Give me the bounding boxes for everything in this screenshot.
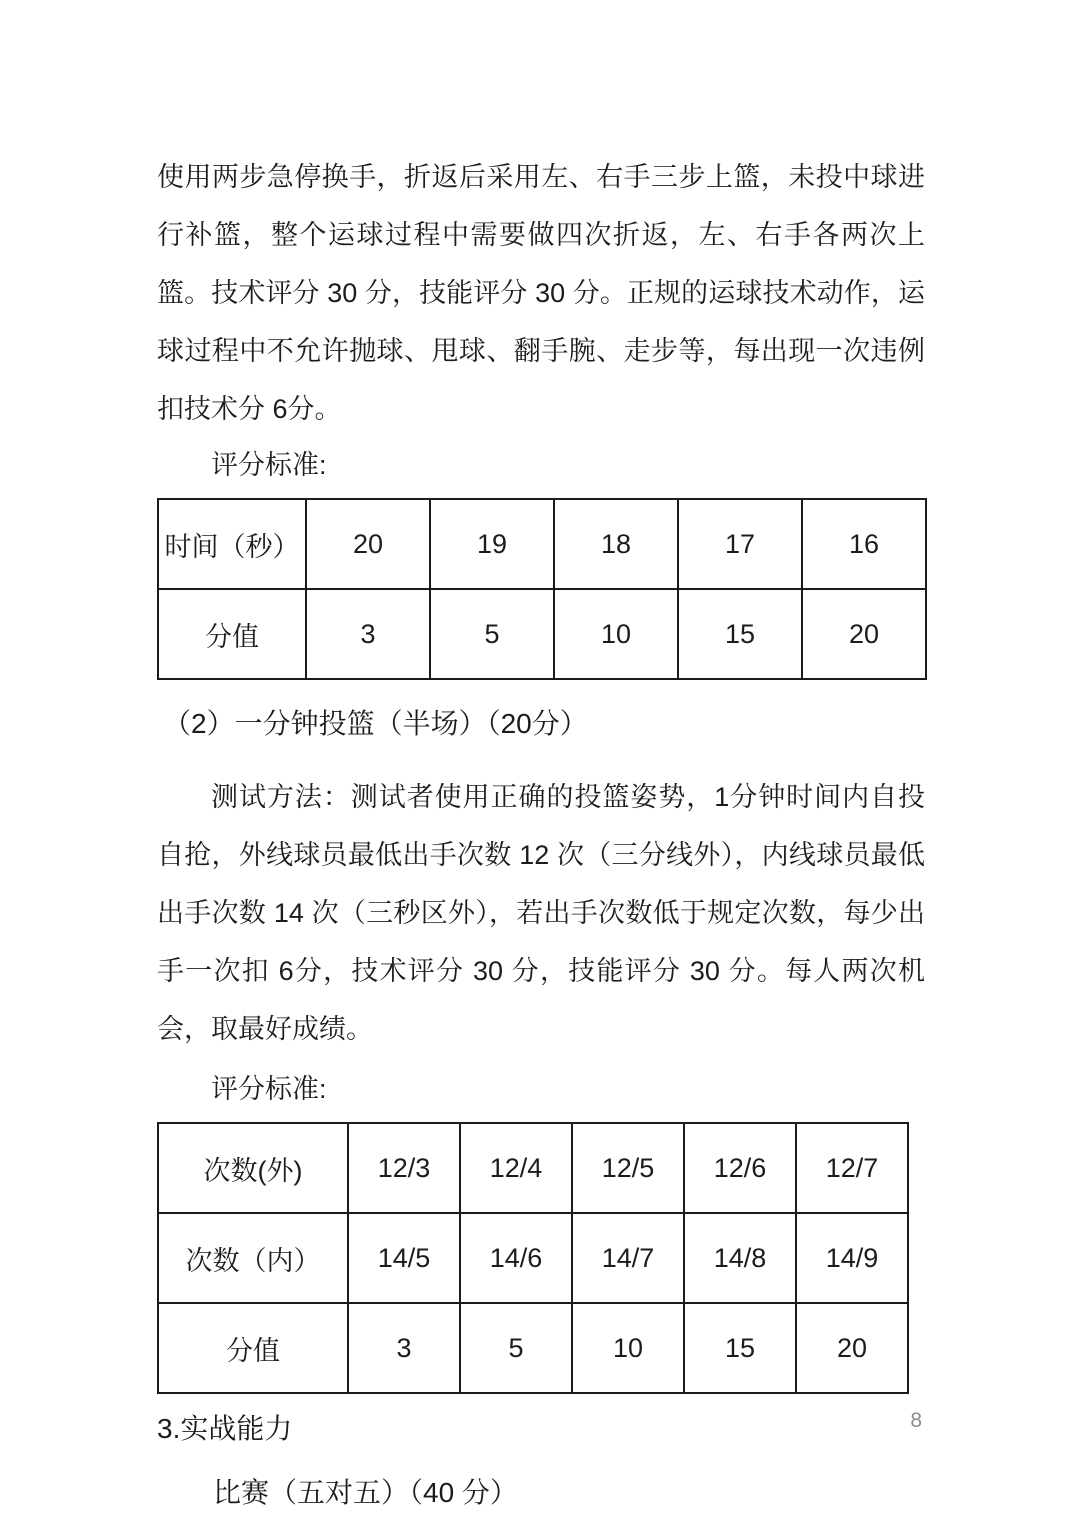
table-row bbox=[158, 1213, 908, 1303]
row-header-score: 分值 bbox=[158, 589, 306, 679]
row-header-score: 分值 bbox=[158, 1303, 348, 1393]
section3-item: 比赛（五对五）（40 分） bbox=[213, 1477, 518, 1508]
table-cell: 20 bbox=[802, 589, 926, 679]
table-cell: 12/4 bbox=[460, 1123, 572, 1213]
table-cell: 19 bbox=[430, 499, 554, 589]
table-cell: 12/6 bbox=[684, 1123, 796, 1213]
table-cell: 14/6 bbox=[460, 1213, 572, 1303]
row-header-attempts-outside: 次数(外) bbox=[158, 1123, 348, 1213]
table-cell: 3 bbox=[348, 1303, 460, 1393]
intro-paragraph: 使用两步急停换手，折返后采用左、右手三步上篮，未投中球进行补篮，整个运球过程中需要做四次折返，左、右手各两次上篮。技术评分 30 分，技能评分 30 分。正规的运球技术动作，运球过程中不允许抛球、甩球、翻手腕、走步等，每出现一次违例扣技术分 6分。 bbox=[157, 162, 925, 424]
table-cell: 16 bbox=[802, 499, 926, 589]
table-cell: 20 bbox=[796, 1303, 908, 1393]
scoring-standard-label-1: 评分标准: bbox=[211, 450, 327, 480]
table-cell: 20 bbox=[306, 499, 430, 589]
table-cell: 10 bbox=[572, 1303, 684, 1393]
table-cell: 5 bbox=[460, 1303, 572, 1393]
table-cell: 12/3 bbox=[348, 1123, 460, 1213]
table-cell: 14/9 bbox=[796, 1213, 908, 1303]
scoring-standard-label-2: 评分标准: bbox=[211, 1074, 327, 1104]
section2-method-paragraph: 测试方法：测试者使用正确的投篮姿势，1分钟时间内自投自抢，外线球员最低出手次数 12 次（三分线外），内线球员最低出手次数 14 次（三秒区外），若出手次数低于规定次数，每少出手一次扣 6分，技术评分 30 分，技能评分 30 分。每人两次机会，取最好成绩。 bbox=[157, 782, 925, 1044]
table-cell: 3 bbox=[306, 589, 430, 679]
row-header-time: 时间（秒） bbox=[158, 499, 306, 589]
table-cell: 14/8 bbox=[684, 1213, 796, 1303]
row-header-attempts-inside: 次数（内） bbox=[158, 1213, 348, 1303]
scoring-table-time bbox=[157, 498, 927, 680]
table-cell: 17 bbox=[678, 499, 802, 589]
table-cell: 18 bbox=[554, 499, 678, 589]
scoring-table-shots bbox=[157, 1122, 909, 1394]
page-number: 8 bbox=[910, 1409, 922, 1432]
section2-heading: （2）一分钟投篮（半场）（20分） bbox=[163, 708, 588, 739]
table-cell: 14/5 bbox=[348, 1213, 460, 1303]
table-row bbox=[158, 589, 926, 679]
table-cell: 10 bbox=[554, 589, 678, 679]
table-cell: 5 bbox=[430, 589, 554, 679]
table-cell: 12/7 bbox=[796, 1123, 908, 1213]
table-cell: 15 bbox=[678, 589, 802, 679]
table-cell: 15 bbox=[684, 1303, 796, 1393]
table-row bbox=[158, 1303, 908, 1393]
table-cell: 14/7 bbox=[572, 1213, 684, 1303]
table-row bbox=[158, 1123, 908, 1213]
table-row bbox=[158, 499, 926, 589]
section3-heading: 3.实战能力 bbox=[157, 1413, 293, 1444]
table-cell: 12/5 bbox=[572, 1123, 684, 1213]
